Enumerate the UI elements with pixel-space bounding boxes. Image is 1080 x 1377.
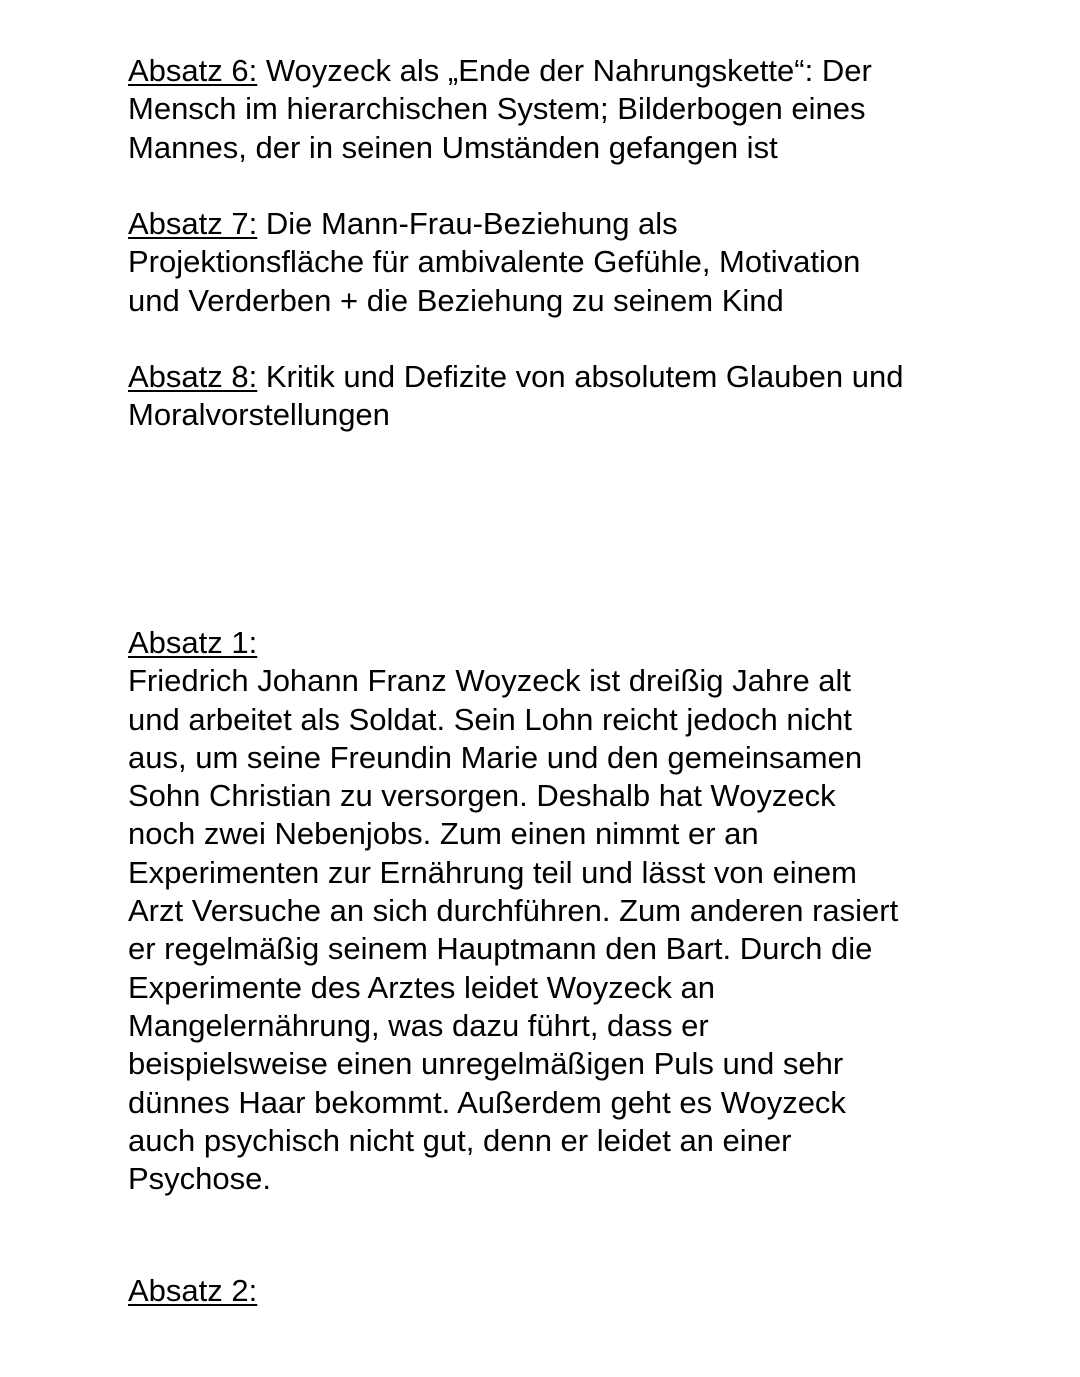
body-line: Mangelernährung, was dazu führt, dass er [128, 1007, 709, 1043]
body-line: er regelmäßig seinem Hauptmann den Bart. Durch die [128, 931, 873, 967]
outline-line: Projektionsfläche für ambivalente Gefühle, Motivation [128, 244, 861, 280]
body-line: Friedrich Johann Franz Woyzeck ist dreißig Jahre alt [128, 663, 852, 699]
body-line: Experimenten zur Ernährung teil und lässt von einem [128, 854, 857, 890]
section-heading: Absatz 2: [128, 1273, 258, 1308]
section-absatz-1 [128, 624, 968, 1198]
outline-paragraph-8 [128, 358, 968, 435]
body-line: und arbeitet als Soldat. Sein Lohn reicht jedoch nicht [128, 701, 852, 737]
outline-line [128, 358, 968, 396]
body-line: beispielsweise einen unregelmäßigen Puls und sehr [128, 1046, 844, 1082]
paragraph-label: Absatz 6: [128, 53, 258, 88]
paragraph-text: Kritik und Defizite von absolutem Glauben und [257, 359, 904, 394]
outline-line [128, 52, 968, 90]
body-line: auch psychisch nicht gut, denn er leidet an einer [128, 1122, 792, 1158]
outline-line: Mannes, der in seinen Umständen gefangen ist [128, 129, 778, 165]
outline-line [128, 205, 968, 243]
section-heading: Absatz 1: [128, 625, 258, 660]
body-line: dünnes Haar bekommt. Außerdem geht es Woyzeck [128, 1084, 846, 1120]
body-line: Psychose. [128, 1161, 272, 1197]
body-line: Sohn Christian zu versorgen. Deshalb hat Woyzeck [128, 778, 836, 814]
body-line: Arzt Versuche an sich durchführen. Zum anderen rasiert [128, 893, 899, 929]
outline-line: und Verderben + die Beziehung zu seinem Kind [128, 282, 784, 318]
paragraph-label: Absatz 8: [128, 359, 258, 394]
section-absatz-2 [128, 1272, 968, 1310]
paragraph-text: Woyzeck als „Ende der Nahrungskette“: Der [257, 53, 872, 88]
paragraph-text: Die Mann-Frau-Beziehung als [257, 206, 678, 241]
body-line: noch zwei Nebenjobs. Zum einen nimmt er an [128, 816, 759, 852]
outline-line: Mensch im hierarchischen System; Bilderbogen eines [128, 91, 866, 127]
body-line: aus, um seine Freundin Marie und den gemeinsamen [128, 739, 863, 775]
outline-paragraph-6 [128, 52, 968, 167]
outline-line: Moralvorstellungen [128, 397, 390, 433]
body-line: Experimente des Arztes leidet Woyzeck an [128, 969, 715, 1005]
outline-paragraph-7 [128, 205, 968, 320]
paragraph-label: Absatz 7: [128, 206, 258, 241]
